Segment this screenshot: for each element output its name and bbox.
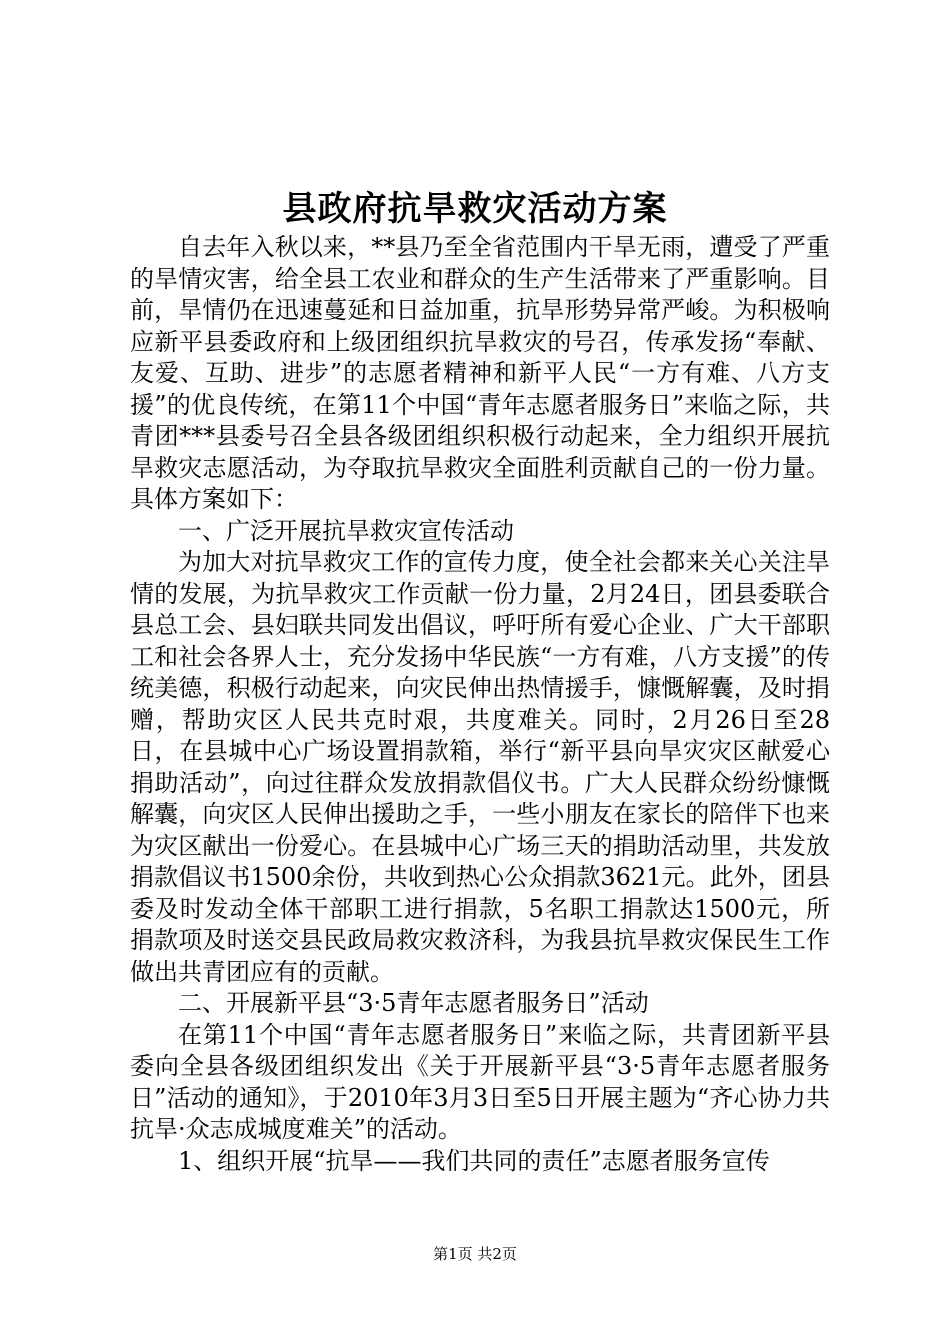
paragraph-section-2: 在第11个中国“青年志愿者服务日”来临之际，共青团新平县委向全县各级团组织发出《关于开展新平县“3·5青年志愿者服务日”活动的通知》，于2010年3月3日至5日开展主题为“齐心协力共抗旱·众志成城度难关”的活动。	[130, 1020, 830, 1143]
section-heading-1: 一、广泛开展抗旱救灾宣传活动	[178, 516, 514, 545]
paragraph-section-1: 为加大对抗旱救灾工作的宣传力度，使全社会都来关心关注旱情的发展，为抗旱救灾工作贡献一份力量，2月24日，团县委联合县总工会、县妇联共同发出倡议，呼吁所有爱心企业、广大干部职工和社会各界人士，充分发扬中华民族“一方有难，八方支援”的传统美德，积极行动起来，向灾民伸出热情援手，慷慨解囊，及时捐赠，帮助灾区人民共克时艰，共度难关。同时，2月26日至28日，在县城中心广场设置捐款箱，举行“新平县向旱灾灾区献爱心捐助活动”，向过往群众发放捐款倡仪书。广大人民群众纷纷慷慨解囊，向灾区人民伸出援助之手，一些小朋友在家长的陪伴下也来为灾区献出一份爱心。在县城中心广场三天的捐助活动里，共发放捐款倡议书1500余份，共收到热心公众捐款3621元。此外，团县委及时发动全体干部职工进行捐款，5名职工捐款达1500元，所捐款项及时送交县民政局救灾救济科，为我县抗旱救灾保民生工作做出共青团应有的贡献。	[130, 548, 830, 986]
paragraph-intro: 自去年入秋以来，**县乃至全省范围内干旱无雨，遭受了严重的旱情灾害，给全县工农业和群众的生产生活带来了严重影响。目前，旱情仍在迅速蔓延和日益加重，抗旱形势异常严峻。为积极响应新平县委政府和上级团组织抗旱救灾的号召，传承发扬“奉献、友爱、互助、进步”的志愿者精神和新平人民“一方有难、八方支援”的优良传统，在第11个中国“青年志愿者服务日”来临之际，共青团***县委号召全县各级团组织积极行动起来，全力组织开展抗旱救灾志愿活动，为夺取抗旱救灾全面胜利贡献自己的一份力量。具体方案如下：	[130, 233, 830, 513]
subsection-heading-1: 1、组织开展“抗旱——我们共同的责任”志愿者服务宣传	[178, 1146, 770, 1175]
page-number-footer: 第1页 共2页	[433, 1245, 517, 1263]
section-heading-2: 二、开展新平县“3·5青年志愿者服务日”活动	[178, 989, 649, 1017]
page-title: 县政府抗旱救灾活动方案	[282, 189, 668, 229]
document-body	[130, 232, 830, 1177]
